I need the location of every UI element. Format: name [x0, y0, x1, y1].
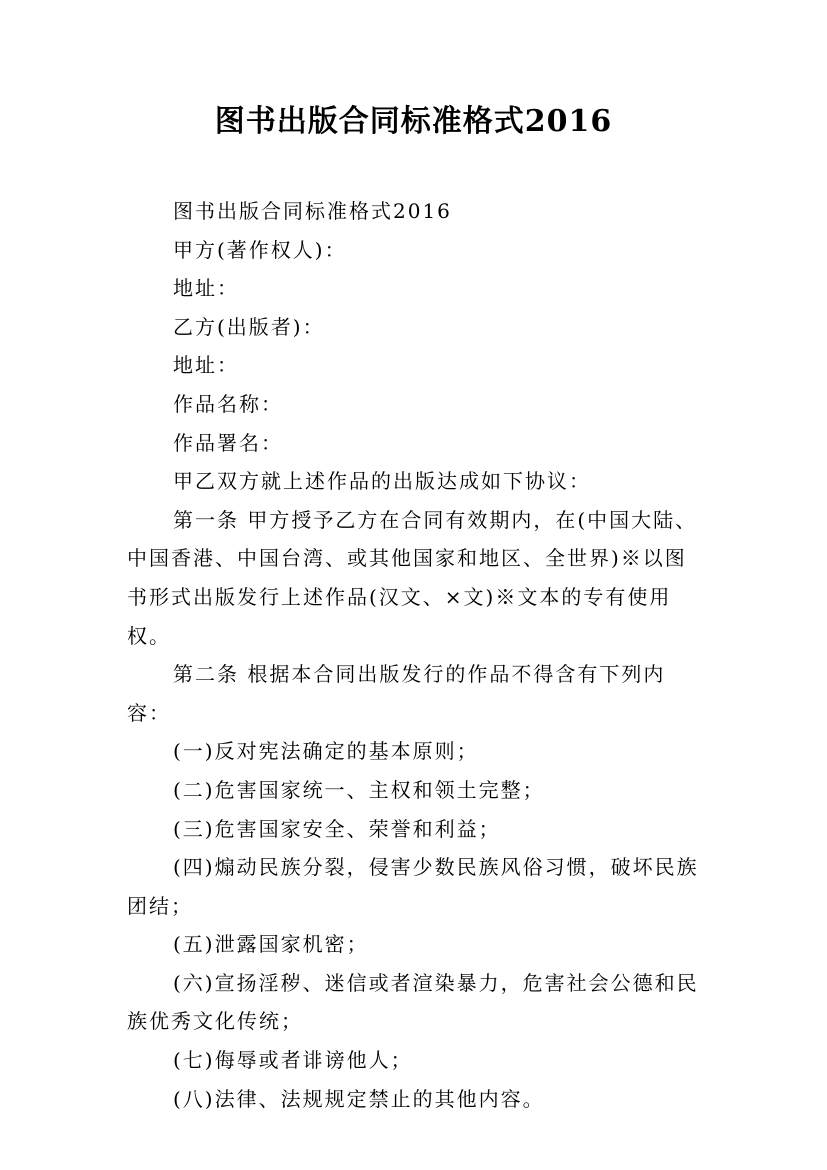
paragraph-party-a-address: 地址：	[173, 276, 239, 301]
list-item: (四)煽动民族分裂，侵害少数民族风俗习惯，破坏民族团结；	[127, 855, 699, 918]
document-body	[127, 192, 707, 1118]
list-item: (七)侮辱或者诽谤他人；	[173, 1048, 413, 1073]
document-title: 图书出版合同标准格式2016	[214, 104, 613, 139]
paragraph-party-a: 甲方(著作权人)：	[173, 237, 347, 262]
paragraph-work-signature: 作品署名：	[173, 430, 283, 455]
list-item: (一)反对宪法确定的基本原则；	[173, 739, 479, 764]
paragraph-party-b: 乙方(出版者)：	[173, 314, 325, 339]
paragraph-subtitle: 图书出版合同标准格式2016	[173, 199, 452, 223]
paragraph-agreement-intro: 甲乙双方就上述作品的出版达成如下协议：	[173, 469, 591, 494]
list-item: (八)法律、法规规定禁止的其他内容。	[173, 1086, 545, 1111]
list-item: (六)宣扬淫秽、迷信或者渲染暴力，危害社会公德和民族优秀文化传统；	[127, 970, 699, 1034]
paragraph-article-1: 第一条 甲方授予乙方在合同有效期内，在(中国大陆、中国香港、中国台湾、或其他国家和地区、全世界)※以图书形式出版发行上述作品(汉文、×文)※文本的专有使用权。	[127, 507, 698, 648]
list-item: (三)危害国家安全、荣誉和利益；	[173, 816, 501, 841]
paragraph-party-b-address: 地址：	[173, 353, 239, 378]
list-item: (二)危害国家统一、主权和领土完整；	[173, 777, 545, 802]
list-item: (五)泄露国家机密；	[173, 932, 369, 957]
paragraph-article-2: 第二条 根据本合同出版发行的作品不得含有下列内容：	[127, 662, 666, 725]
paragraph-work-name: 作品名称：	[173, 391, 283, 416]
